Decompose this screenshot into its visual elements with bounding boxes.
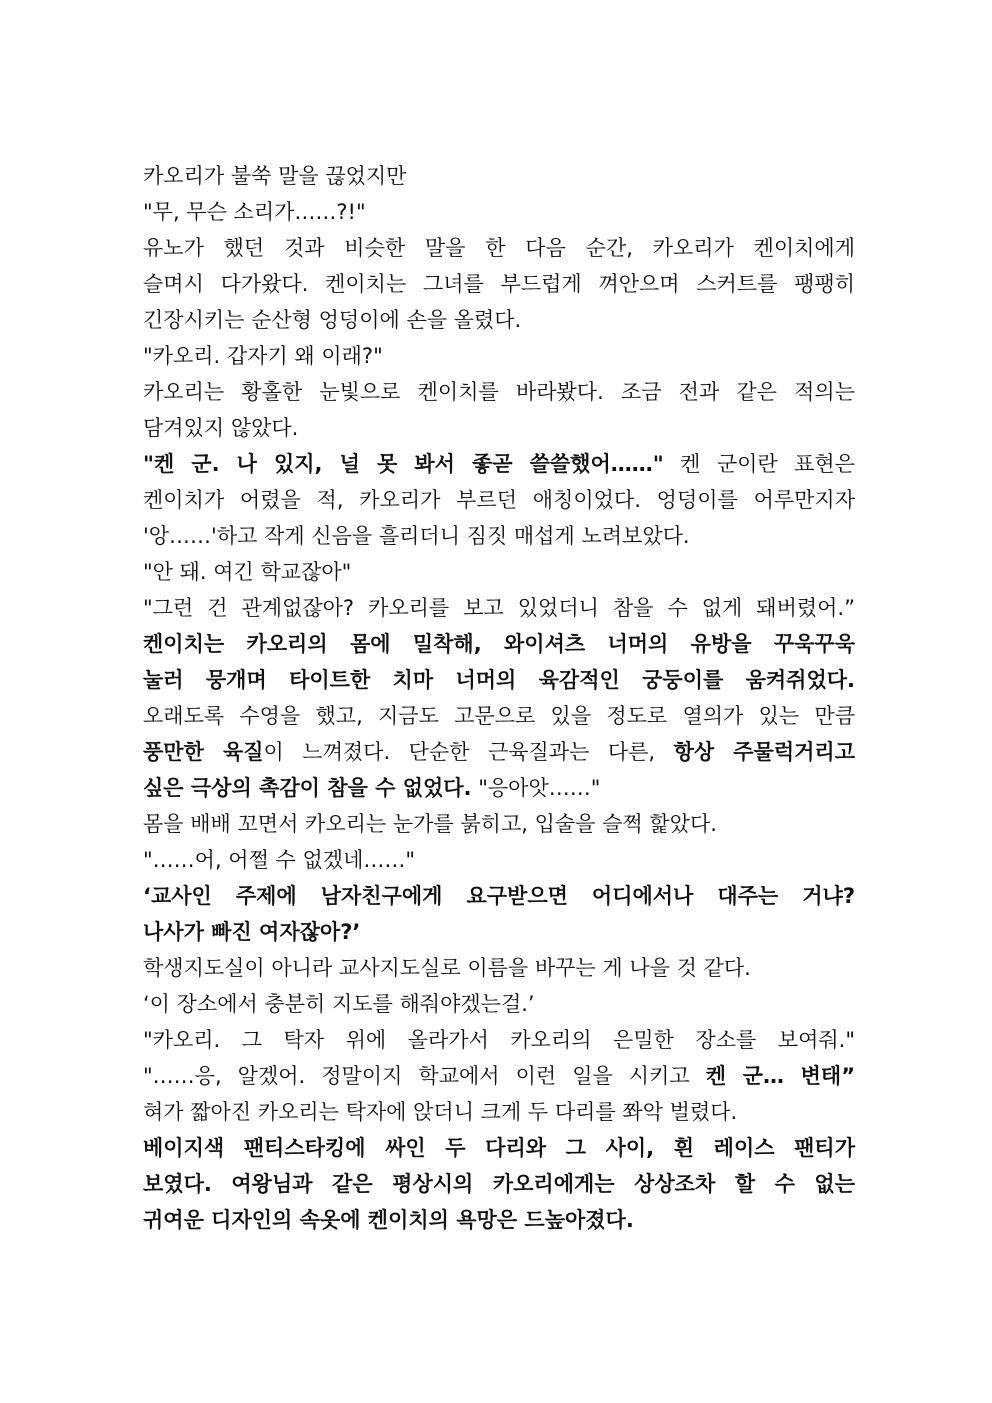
text-segment: 긴장시키는 순산형 엉덩이에 손을 올렸다.	[143, 308, 522, 332]
text-segment: 오래도록 수영을 했고, 지금도 고문으로 있을 정도로 열의가 있는 만큼	[143, 704, 855, 728]
text-line	[143, 158, 855, 194]
text-line	[143, 698, 855, 734]
text-segment: 몸을 배배 꼬면서 카오리는 눈가를 붉히고, 입술을 슬쩍 핥았다.	[143, 812, 717, 836]
text-line	[143, 338, 855, 374]
text-line	[143, 194, 855, 230]
bold-text-segment: "켄 군. 나 있지, 널 못 봐서 좋곧 쓸쓸했어……"	[143, 452, 664, 476]
bold-text-segment: ‘교사인 주제에 남자친구에게 요구받으면 어디에서나 대주는 거냐?	[143, 884, 855, 908]
text-segment: "……응, 알겠어. 정말이지 학교에서 이런 일을 시키고	[143, 1064, 706, 1088]
text-line	[143, 1022, 855, 1058]
text-line	[143, 626, 855, 662]
text-line	[143, 1094, 855, 1130]
text-line	[143, 662, 855, 698]
text-segment: 유노가 했던 것과 비슷한 말을 한 다음 순간, 카오리가 켄이치에게	[143, 236, 855, 260]
text-segment: 카오리가 불쑥 말을 끊었지만	[143, 164, 407, 188]
text-segment: "그런 건 관계없잖아? 카오리를 보고 있었더니 참을 수 없게 돼버렸어.”	[143, 596, 855, 620]
text-segment: "……어, 어쩔 수 없겠네……"	[143, 848, 416, 872]
text-line	[143, 446, 855, 482]
bold-text-segment: 귀여운 디자인의 속옷에 켄이치의 욕망은 드높아졌다.	[143, 1208, 634, 1232]
bold-text-segment: 보였다. 여왕님과 같은 평상시의 카오리에게는 상상조차 할 수 없는	[143, 1172, 855, 1196]
text-line	[143, 554, 855, 590]
bold-text-segment: 싶은 극상의 촉감이 참을 수 없었다.	[143, 776, 472, 800]
text-segment: "응아앗……"	[471, 776, 601, 800]
text-segment: 혀가 짧아진 카오리는 탁자에 앉더니 크게 두 다리를 쫘악 벌렸다.	[143, 1100, 738, 1124]
text-line	[143, 842, 855, 878]
text-segment: 카오리는 황홀한 눈빛으로 켄이치를 바라봤다. 조금 전과 같은 적의는	[143, 380, 855, 404]
text-segment: 켄 군이란 표현은	[663, 452, 855, 476]
text-segment: "무, 무슨 소리가……?!"	[143, 200, 366, 224]
bold-text-segment: 베이지색 팬티스타킹에 싸인 두 다리와 그 사이, 흰 레이스 팬티가	[143, 1136, 855, 1160]
text-segment: 이 느껴졌다. 단순한 근육질과는 다른,	[263, 740, 674, 764]
text-segment: "카오리. 그 탁자 위에 올라가서 카오리의 은밀한 장소를 보여줘."	[143, 1028, 855, 1052]
text-line	[143, 1130, 855, 1166]
bold-text-segment: 켄 군… 변태”	[705, 1064, 855, 1088]
text-segment: 슬며시 다가왔다. 켄이치는 그녀를 부드럽게 껴안으며 스커트를 팽팽히	[143, 272, 855, 296]
bold-text-segment: 켄이치는 카오리의 몸에 밀착해, 와이셔츠 너머의 유방을 꾸욱꾸욱	[143, 632, 855, 656]
text-line	[143, 590, 855, 626]
bold-text-segment: 눌러 뭉개며 타이트한 치마 너머의 육감적인 궁둥이를 움켜쥐었다.	[143, 668, 855, 692]
text-segment: ‘이 장소에서 충분히 지도를 해줘야겠는걸.’	[143, 992, 535, 1016]
text-line	[143, 986, 855, 1022]
text-line	[143, 806, 855, 842]
text-line	[143, 878, 855, 914]
text-line	[143, 1166, 855, 1202]
text-line	[143, 1058, 855, 1094]
text-segment: '앙……'하고 작게 신음을 흘리더니 짐짓 매섭게 노려보았다.	[143, 524, 690, 548]
text-line	[143, 518, 855, 554]
text-segment: "안 돼. 여긴 학교잖아"	[143, 560, 352, 584]
text-segment: 켄이치가 어렸을 적, 카오리가 부르던 애칭이었다. 엉덩이를 어루만지자	[143, 488, 855, 512]
text-line	[143, 734, 855, 770]
bold-text-segment: 항상 주물럭거리고	[673, 740, 855, 764]
text-line	[143, 914, 855, 950]
text-line	[143, 266, 855, 302]
bold-text-segment: 나사가 빠진 여자잖아?’	[143, 920, 361, 944]
document-body	[143, 158, 855, 1238]
text-line	[143, 374, 855, 410]
text-line	[143, 302, 855, 338]
text-line	[143, 482, 855, 518]
text-line	[143, 770, 855, 806]
text-line	[143, 230, 855, 266]
text-segment: 학생지도실이 아니라 교사지도실로 이름을 바꾸는 게 나을 것 같다.	[143, 956, 751, 980]
text-segment: "카오리. 갑자기 왜 이래?"	[143, 344, 383, 368]
text-line	[143, 410, 855, 446]
text-segment: 담겨있지 않았다.	[143, 416, 299, 440]
bold-text-segment: 풍만한 육질	[143, 740, 264, 764]
text-line	[143, 1202, 855, 1238]
text-line	[143, 950, 855, 986]
